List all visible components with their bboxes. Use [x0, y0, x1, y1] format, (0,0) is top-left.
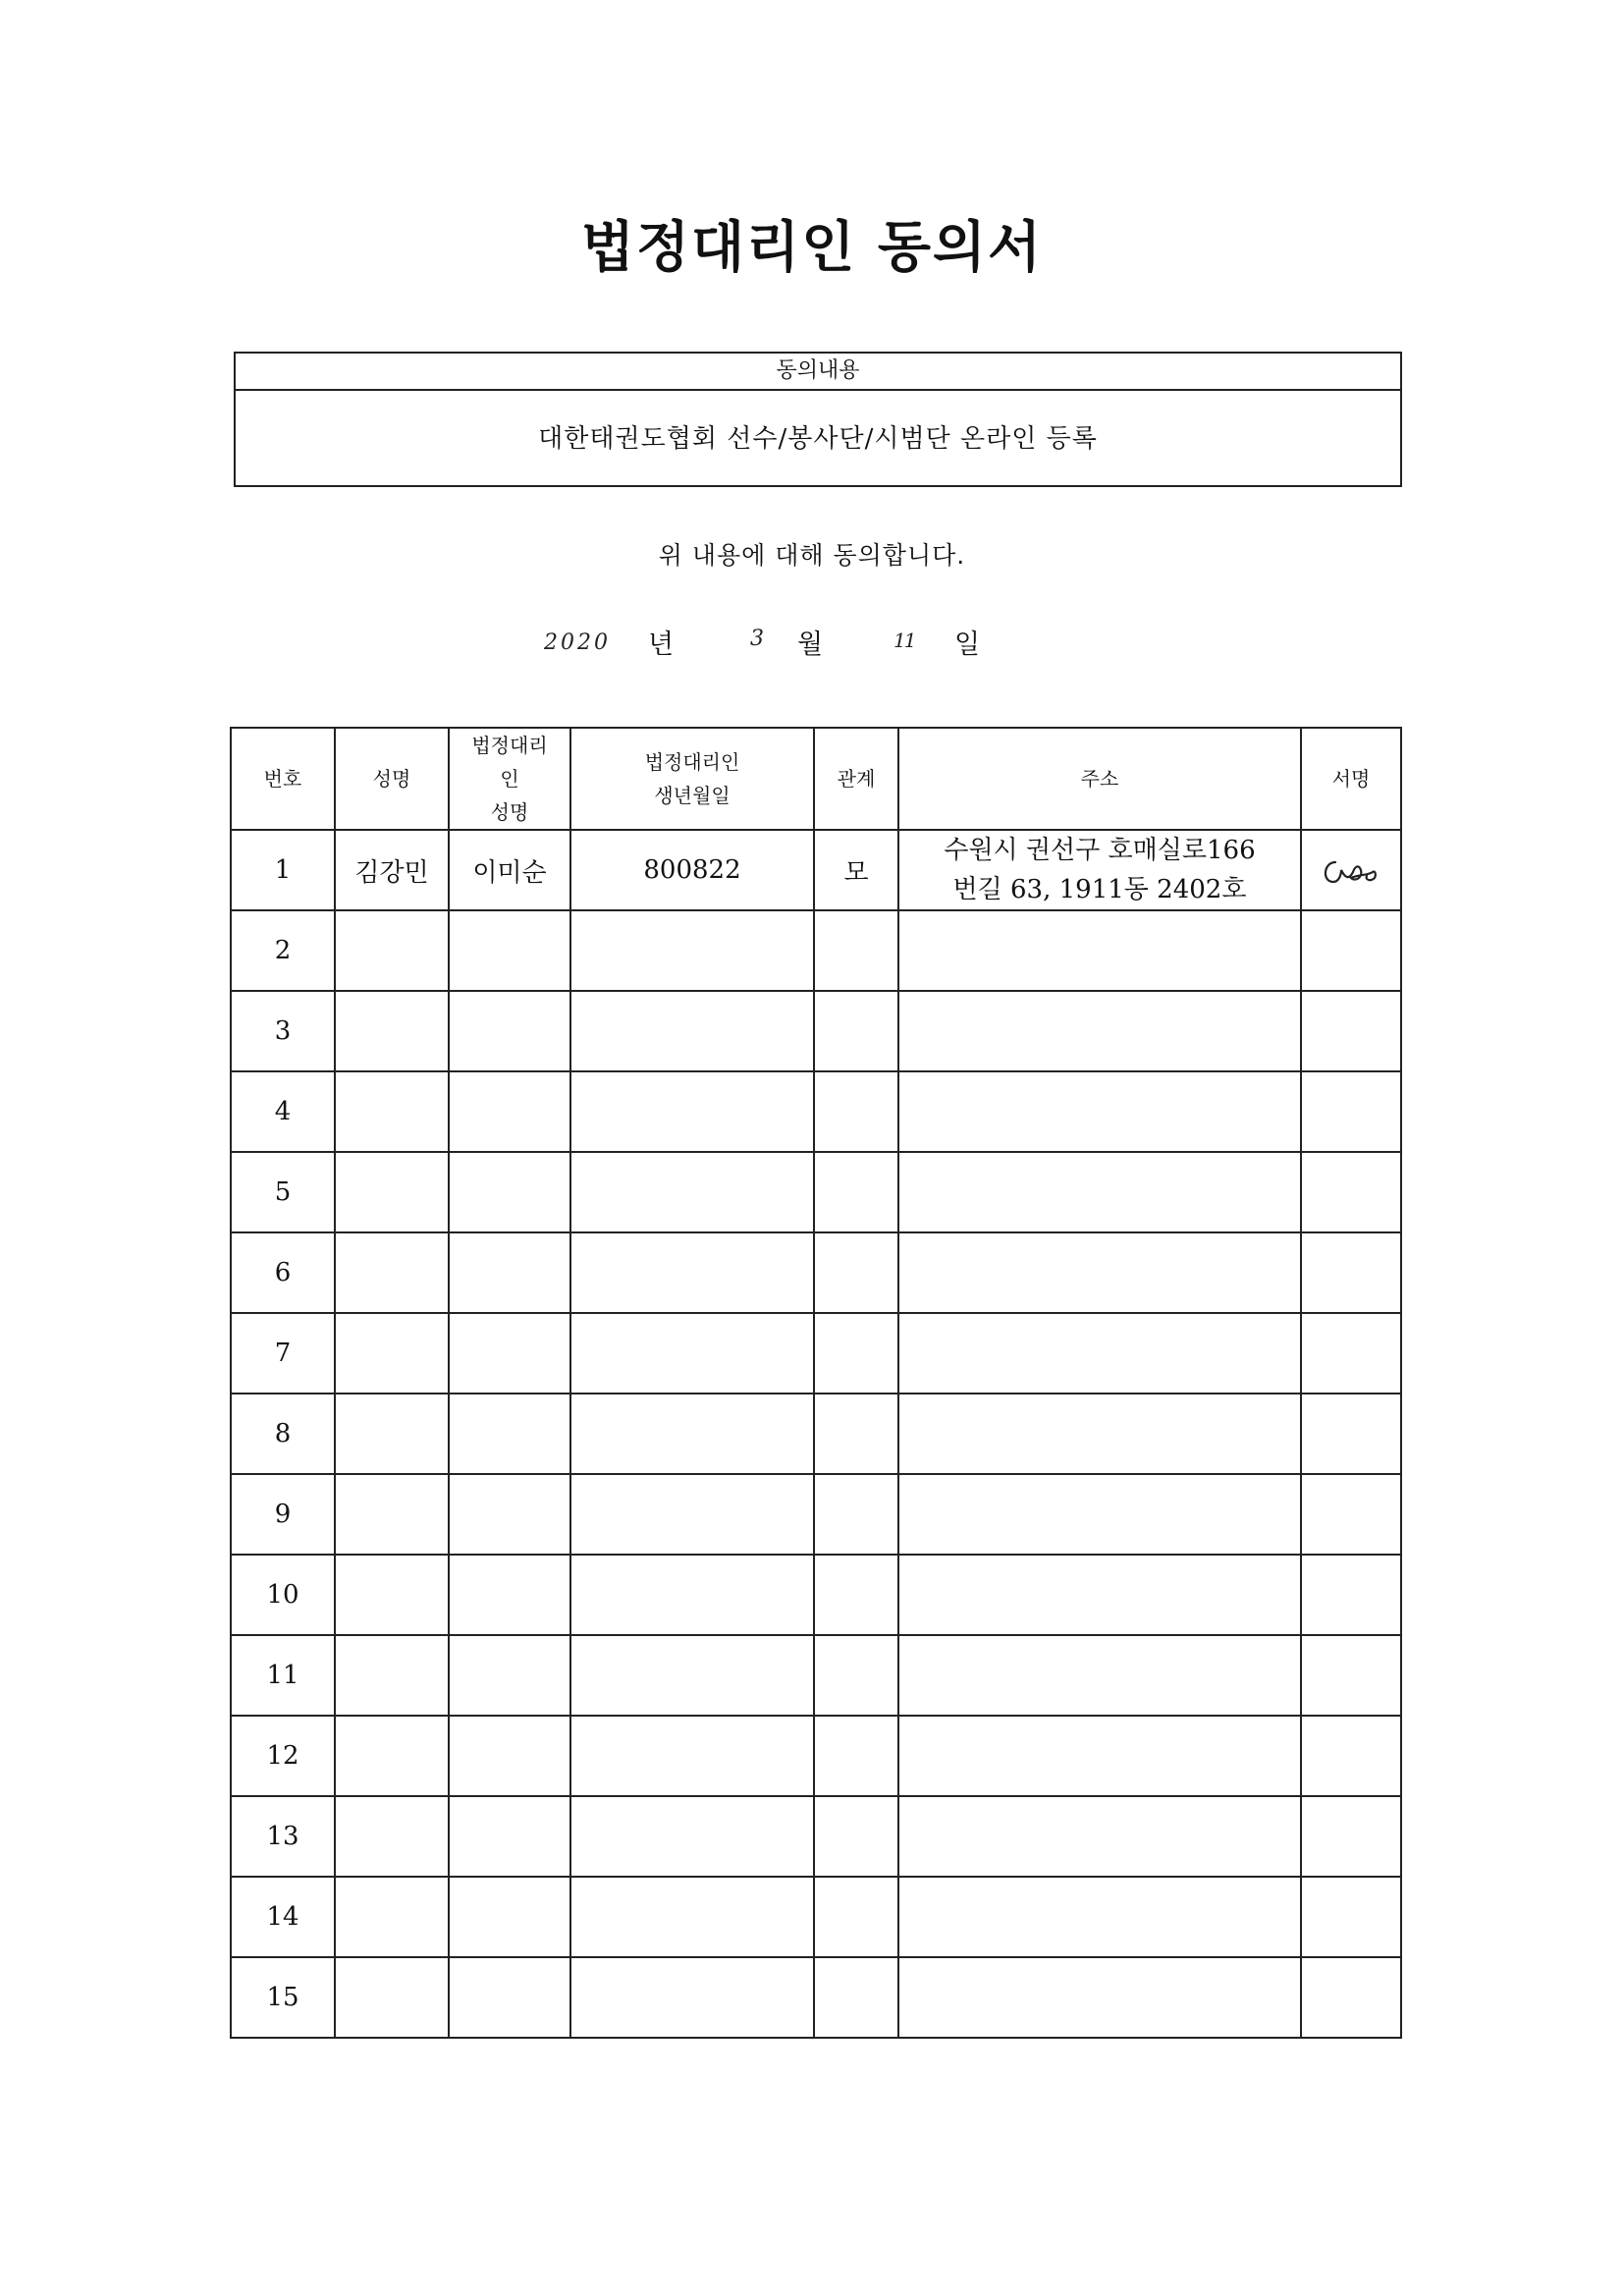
cell-relation — [814, 1716, 898, 1796]
cell-name — [335, 1716, 449, 1796]
cell-guardian-birth — [570, 1877, 814, 1957]
cell-no: 7 — [231, 1313, 335, 1394]
cell-address — [898, 1394, 1301, 1474]
cell-name — [335, 991, 449, 1071]
cell-no: 4 — [231, 1071, 335, 1152]
cell-relation — [814, 1635, 898, 1716]
cell-relation — [814, 991, 898, 1071]
date-row — [0, 623, 1624, 662]
cell-signature — [1301, 830, 1401, 910]
cell-address — [898, 1313, 1301, 1394]
cell-guardian-birth — [570, 991, 814, 1071]
date-day-label: 일 — [954, 629, 981, 660]
cell-no: 13 — [231, 1796, 335, 1877]
cell-guardian-birth: 800822 — [570, 830, 814, 910]
agreement-statement: 위 내용에 대해 동의합니다. — [658, 541, 966, 570]
cell-relation — [814, 1474, 898, 1555]
cell-signature — [1301, 1716, 1401, 1796]
cell-guardian-name: 이미순 — [449, 830, 570, 910]
cell-relation — [814, 910, 898, 991]
cell-guardian-name — [449, 1232, 570, 1313]
cell-name — [335, 1474, 449, 1555]
cell-relation — [814, 1232, 898, 1313]
cell-relation — [814, 1555, 898, 1635]
cell-address — [898, 830, 1301, 910]
cell-signature — [1301, 1474, 1401, 1555]
cell-no: 9 — [231, 1474, 335, 1555]
cell-no: 2 — [231, 910, 335, 991]
cell-guardian-birth — [570, 1152, 814, 1232]
document-title: 법정대리인 동의서 — [580, 215, 1044, 280]
cell-guardian-name — [449, 1071, 570, 1152]
cell-no: 12 — [231, 1716, 335, 1796]
cell-guardian-name — [449, 1635, 570, 1716]
cell-name — [335, 1877, 449, 1957]
cell-no: 11 — [231, 1635, 335, 1716]
cell-no: 6 — [231, 1232, 335, 1313]
cell-relation — [814, 1394, 898, 1474]
table-row — [231, 1152, 1401, 1232]
cell-name — [335, 1152, 449, 1232]
cell-signature — [1301, 1957, 1401, 2038]
date-month-label: 월 — [797, 629, 824, 660]
cell-guardian-birth — [570, 1071, 814, 1152]
cell-address — [898, 991, 1301, 1071]
cell-signature — [1301, 910, 1401, 991]
cell-guardian-birth — [570, 1635, 814, 1716]
cell-no: 8 — [231, 1394, 335, 1474]
table-row — [231, 1232, 1401, 1313]
cell-address — [898, 1152, 1301, 1232]
cell-guardian-birth — [570, 1232, 814, 1313]
cell-address — [898, 1877, 1301, 1957]
cell-name — [335, 1232, 449, 1313]
cell-address — [898, 1071, 1301, 1152]
table-row — [231, 1474, 1401, 1555]
cell-no: 14 — [231, 1877, 335, 1957]
cell-signature — [1301, 991, 1401, 1071]
cell-guardian-name — [449, 1716, 570, 1796]
cell-guardian-birth — [570, 1313, 814, 1394]
table-row — [231, 1313, 1401, 1394]
cell-relation — [814, 1071, 898, 1152]
date-year: 2020 — [544, 630, 611, 655]
cell-guardian-name — [449, 1152, 570, 1232]
cell-relation — [814, 1313, 898, 1394]
cell-guardian-birth — [570, 1474, 814, 1555]
cell-name — [335, 1796, 449, 1877]
table-row — [231, 1957, 1401, 2038]
cell-guardian-birth — [570, 1716, 814, 1796]
header-relation: 관계 — [814, 728, 898, 830]
cell-address — [898, 1716, 1301, 1796]
cell-guardian-name — [449, 991, 570, 1071]
cell-signature — [1301, 1394, 1401, 1474]
header-address: 주소 — [898, 728, 1301, 830]
cell-name — [335, 1635, 449, 1716]
cell-name — [335, 910, 449, 991]
cell-address — [898, 1796, 1301, 1877]
cell-signature — [1301, 1555, 1401, 1635]
cell-address — [898, 910, 1301, 991]
header-guardian-name: 법정대리 인 성명 — [449, 728, 570, 830]
cell-signature — [1301, 1152, 1401, 1232]
cell-guardian-name — [449, 1877, 570, 1957]
cell-address — [898, 1474, 1301, 1555]
table-header-row — [231, 728, 1401, 830]
cell-no: 1 — [231, 830, 335, 910]
header-no: 번호 — [231, 728, 335, 830]
date-day: 11 — [893, 629, 915, 652]
table-row — [231, 1635, 1401, 1716]
consent-box — [234, 352, 1402, 487]
cell-no: 3 — [231, 991, 335, 1071]
cell-signature — [1301, 1313, 1401, 1394]
cell-no: 5 — [231, 1152, 335, 1232]
cell-address — [898, 1957, 1301, 2038]
header-name: 성명 — [335, 728, 449, 830]
table-row — [231, 1394, 1401, 1474]
cell-name: 김강민 — [335, 830, 449, 910]
address-line: 번길 63, 1911동 2402호 — [952, 875, 1247, 904]
cell-guardian-birth — [570, 1555, 814, 1635]
cell-signature — [1301, 1232, 1401, 1313]
cell-signature — [1301, 1877, 1401, 1957]
table-row — [231, 991, 1401, 1071]
header-guardian-birth: 법정대리인 생년월일 — [570, 728, 814, 830]
table-row — [231, 1555, 1401, 1635]
cell-address — [898, 1635, 1301, 1716]
cell-signature — [1301, 1796, 1401, 1877]
consent-header: 동의내용 — [236, 354, 1400, 391]
cell-name — [335, 1313, 449, 1394]
table-row — [231, 1877, 1401, 1957]
cell-guardian-birth — [570, 1394, 814, 1474]
date-year-label: 년 — [648, 629, 675, 660]
cell-relation — [814, 1796, 898, 1877]
cell-signature — [1301, 1071, 1401, 1152]
consent-body: 대한태권도협회 선수/봉사단/시범단 온라인 등록 — [538, 424, 1098, 454]
guardian-roster-table — [230, 727, 1402, 2039]
table-row — [231, 910, 1401, 991]
cell-name — [335, 1555, 449, 1635]
cell-guardian-birth — [570, 1957, 814, 2038]
cell-address — [898, 1555, 1301, 1635]
cell-no: 15 — [231, 1957, 335, 2038]
cell-relation — [814, 1957, 898, 2038]
cell-guardian-name — [449, 1394, 570, 1474]
header-signature: 서명 — [1301, 728, 1401, 830]
cell-guardian-name — [449, 910, 570, 991]
cell-guardian-birth — [570, 910, 814, 991]
cell-guardian-name — [449, 1555, 570, 1635]
handwritten-signature — [1316, 848, 1386, 892]
cell-guardian-birth — [570, 1796, 814, 1877]
cell-signature — [1301, 1635, 1401, 1716]
table-row — [231, 830, 1401, 910]
cell-address — [898, 1232, 1301, 1313]
cell-name — [335, 1957, 449, 2038]
date-month: 3 — [750, 627, 764, 651]
cell-name — [335, 1071, 449, 1152]
cell-name — [335, 1394, 449, 1474]
cell-guardian-name — [449, 1796, 570, 1877]
table-row — [231, 1716, 1401, 1796]
cell-guardian-name — [449, 1957, 570, 2038]
address-line: 수원시 권선구 호매실로166 — [944, 836, 1256, 865]
cell-guardian-name — [449, 1313, 570, 1394]
cell-guardian-name — [449, 1474, 570, 1555]
cell-relation — [814, 1877, 898, 1957]
cell-relation — [814, 1152, 898, 1232]
cell-relation: 모 — [814, 830, 898, 910]
table-row — [231, 1796, 1401, 1877]
cell-no: 10 — [231, 1555, 335, 1635]
table-row — [231, 1071, 1401, 1152]
